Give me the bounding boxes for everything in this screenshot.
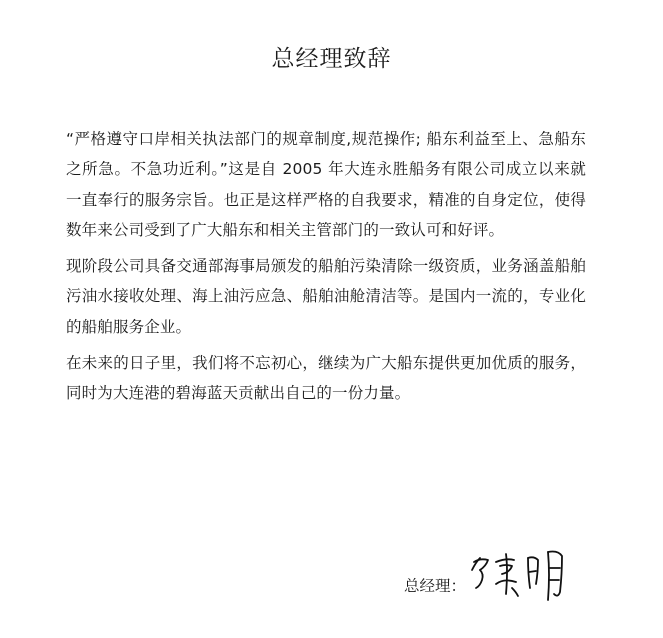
signature-label: 总经理： [404,577,467,595]
paragraph-service-philosophy: “严格遵守口岸相关执法部门的规章制度,规范操作; 船东利益至上、急船东之所急。不急功近利。”这是自 2005 年大连永胜船务有限公司成立以来就一直奉行的服务宗旨。也正是这样严格的自我要求，精准的自身定位，使得数年来公司受到了广大船东和相关主管部门的一致认可和好评。 [66,130,586,239]
signature-block [404,560,576,600]
handwritten-signature [466,544,576,602]
page-title: 总经理致辞 [271,46,392,72]
paragraph-qualifications: 现阶段公司具备交通部海事局颁发的船舶污染清除一级资质，业务涵盖船舶污油水接收处理、海上油污应急、船舶油舱清洁等。是国内一流的，专业化的船舶服务企业。 [66,257,586,336]
speech-body [66,124,586,415]
paragraph-future-outlook: 在未来的日子里，我们将不忘初心，继续为广大船东提供更加优质的服务，同时为大连港的碧海蓝天贡献出自己的一份力量。 [66,354,586,403]
